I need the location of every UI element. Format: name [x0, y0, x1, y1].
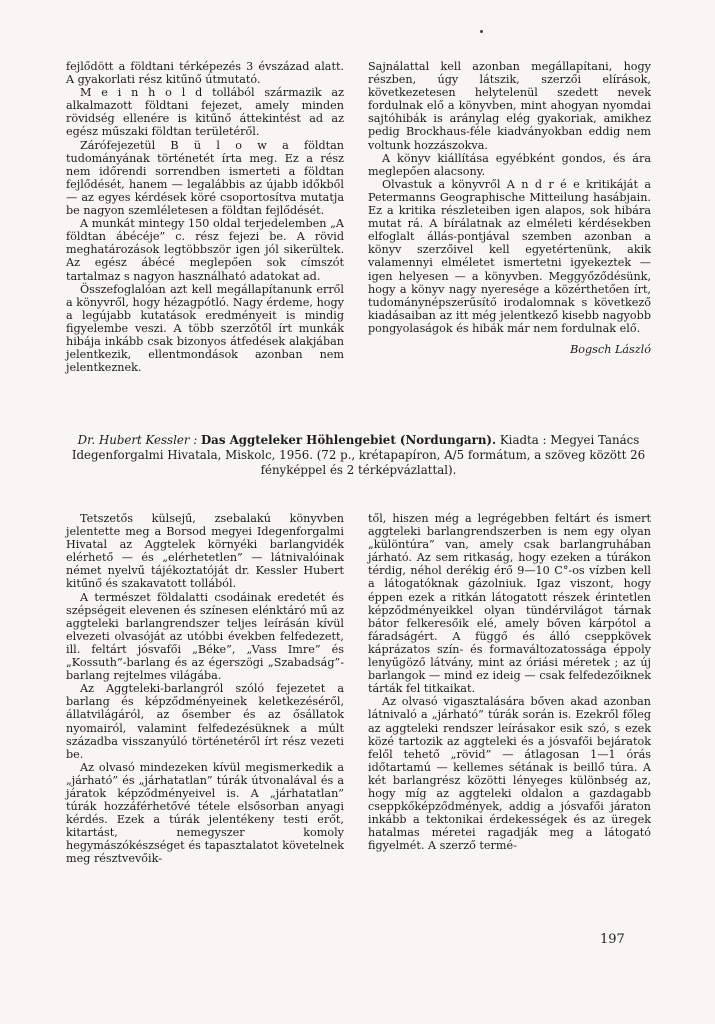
page-number: 197 [600, 932, 625, 947]
review-publication-details: Kiadta : Megyei Tanács Idegenforgalmi Hivatala, Miskolc, 1956. (72 p., krétapapíron, A/5 formátum, a szöveg között 26 fényképpel és 2 térképvázlattal). [71, 433, 646, 477]
top-right-column [368, 60, 651, 356]
review-book-title: Das Aggteleker Höhlengebiet (Nordungarn). [200, 433, 497, 447]
paragraph: A könyv kiállítása egyébként gondos, és ára meglepően alacsony. [368, 151, 651, 178]
paragraph: A munkát mintegy 150 oldal terjedelemben „A földtan ábécéje” c. rész fejezi be. A rövid meghatározások legtöbbször igen jól sikerültek. Az egész ábécé meglepően sok címszót tartalmaz s nagyon használható adatokat ad. [66, 217, 344, 283]
paragraph: M e i n h o l d tollából származik az alkalmazott földtani fejezet, amely minden rövidség ellenére is kitűnő áttekintést ad az egész műszaki földtan területéről. [66, 86, 344, 139]
paragraph: Tetszetős külsejű, zsebalakú könyvben jelentette meg a Borsod megyei Idegenforgalmi Hivatal az Aggtelek környéki barlangvidék elérhető — és „elérhetetlen” — látnivalóinak német nyelvű tájékoztatóját dr. Kessler Hubert kitűnő és szakavatott tollából. [66, 512, 344, 591]
paragraph: Zárófejezetül B ü l o w a földtan tudományának történetét írta meg. Ez a rész nem időrendi sorrendben ismerteti a földtan fejlődését, hanem — legalábbis az újabb időkből — az egyes kérdések köré csoportosítva mutatja be nagyon szemléletesen a földtan fejlődését. [66, 138, 344, 218]
top-left-column [66, 60, 344, 374]
bottom-left-column [66, 512, 344, 866]
review-signature: Bogsch László [570, 342, 651, 356]
paragraph: Sajnálattal kell azonban megállapítani, hogy részben, úgy látszik, szerzői elírások, következetesen helytelenül szedett nevek fordulnak elő a könyvben, mint ahogyan nyomdai sajtóhibák is aránylag elég gyakoriak, amikhez pedig Brockhaus-féle kiadványokban eddig nem voltunk hozzászokva. [368, 60, 651, 152]
print-speck [480, 30, 483, 33]
paragraph: Olvastuk a könyvről A n d r é e kritikáját a Petermanns Geographische Mitteilung hasábjain. Ez a kritika részleteiben igen alapos, sok hibára mutat rá. A bírálatnak az elméleti kérdésekben elfoglalt állás-pontjával szemben azonban a könyv szerzőivel kell egyetértenünk, akik valamennyi elméletet ismertetni igyekeztek — igen helyesen — a könyvben. Meggyőződésünk, hogy a könyv nagy nyeresége a közérthetően írt, tudománynépszerűsítő irodalomnak s következő kiadásaiban az itt még jelentkező kisebb nagyobb pongyolaságok és hibák már nem fordulnak elő. [368, 177, 651, 335]
paragraph: Az olvasó mindezeken kívül megismerkedik a „járható” és „járhatatlan” túrák útvonalával és a járatok képződményeivel is. A „járhatatlan” túrák hozzáférhetővé tétele elsősorban anyagi kérdés. Ezek a túrák jelentékeny testi erőt, kitartást, nemegyszer komoly hegymászókészséget és tapasztalatot követelnek meg résztvevőik- [66, 760, 344, 866]
review-header [66, 433, 651, 478]
paragraph: Az Aggteleki-barlangról szóló fejezetet a barlang és képződményeinek keletkezéséről, állatvilágáról, az ősember és az ősállatok nyomairól, valamint felfedezésüknek a múlt századba visszanyúló történetéről írt rész vezeti be. [66, 682, 344, 761]
paragraph: Összefoglalóan azt kell megállapítanunk erről a könyvről, hogy hézagpótló. Nagy érdeme, hogy a legújabb kutatások eredményeit is mindig figyelembe veszi. A több szerzőtől írt munkák hibája inkább csak bizonyos átfedések alakjában jelentkezik, ellentmondások azonban nem jelentkeznek. [66, 282, 344, 375]
paragraph: A természet földalatti csodáinak eredetét és szépségeit elevenen és színesen elénktáró mű az aggteleki barlangrendszer teljes leírásán kívül elvezeti olvasóját az utóbbi években felfedezett, ill. feltárt jósvafői „Béke”, „Vass Imre” és „Kossuth”-barlang és az égerszögi „Szabadság”-barlang rejtelmes világába. [66, 590, 344, 683]
paragraph: től, hiszen még a legrégebben feltárt és ismert aggteleki barlangrendszerben is nem egy olyan „különtúra” van, amely csak barlangruhában járható. Az sem ritkaság, hogy ezeken a túrákon térdig, néhol derékig érő 9—10 C°-os vízben kell a látogatóknak gázolniuk. Igaz viszont, hogy éppen ezek a ritkán látogatott részek érintetlen képződményeikkel olyan tündérvilágot tárnak bátor felkeresőik elé, amely bőven kárpótol a fáradságért. A függő és álló cseppkövek káprázatos szín- és formaváltozatossága éppoly lenyűgöző látvány, mint az óriási méretek ; az új barlangok — mind ez ideig — csak felfedezőiknek tárták fel titkaikat. [368, 512, 651, 696]
paragraph: Az olvasó vigasztalására bőven akad azonban látnivaló a „járható” túrák során is. Ezekről főleg az aggteleki rendszer leírásakor esik szó, s ezek közé tartozik az aggteleki és a jósvafői bejáratok felől tehető „rövid” — átlagosan 1—1 órás időtartamú — kellemes sétának is beillő túra. A két barlangrész közötti lényeges különbség az, hogy míg az aggteleki oldalon a gazdagabb cseppkőképződmények, addig a jósvafői járaton inkább a tektonikai érdekességek és az üregek hatalmas méretei ragadják meg a látogató figyelmét. A szerző termé- [368, 695, 651, 853]
paragraph: fejlődött a földtani térképezés 3 évszázad alatt. A gyakorlati rész kitűnő útmutató. [66, 60, 344, 87]
bottom-right-column [368, 512, 651, 852]
review-author: Dr. Hubert Kessler : [77, 433, 198, 447]
